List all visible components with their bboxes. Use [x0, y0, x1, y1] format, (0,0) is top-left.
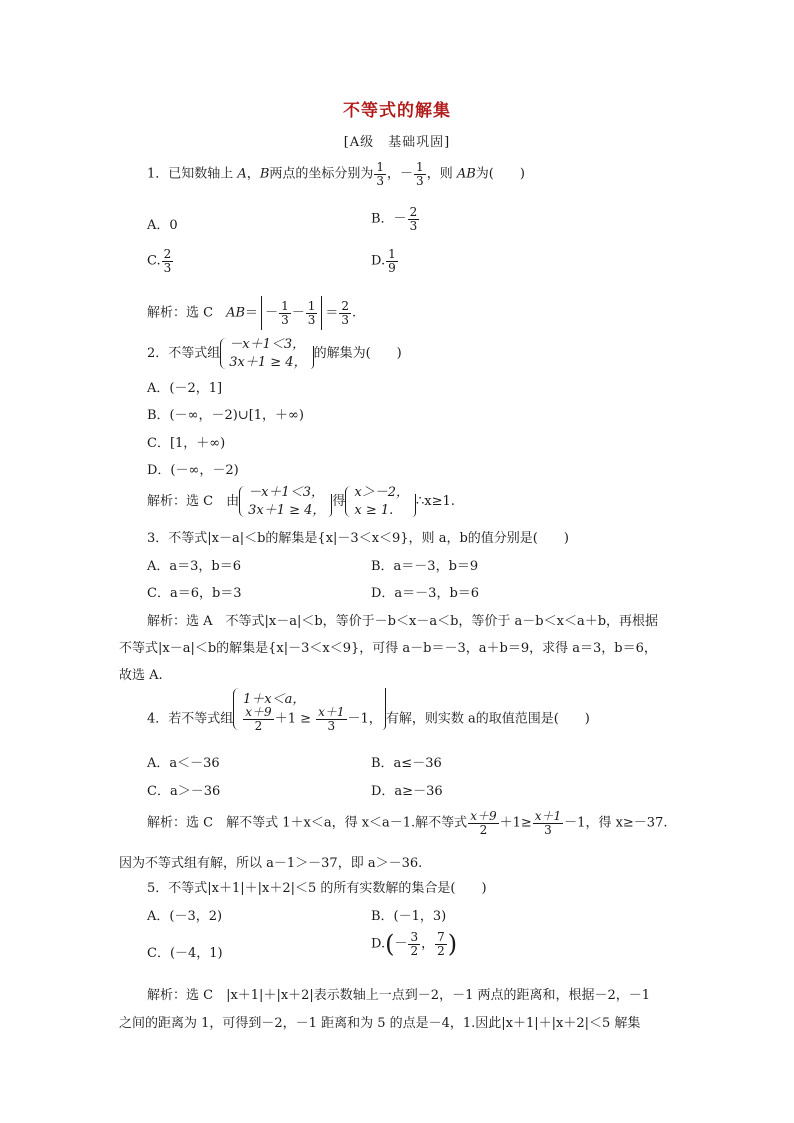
- question-5-option-b: B．(－1，3): [371, 909, 447, 924]
- question-1-option-d: D. $\frac{1}{9}$: [371, 247, 396, 275]
- question-3-option-d: D．a＝－3，b＝6: [371, 586, 480, 601]
- question-5-option-a: A．(－3，2): [147, 909, 223, 924]
- section-subtitle: [A级 基础巩固]: [343, 135, 451, 150]
- question-2-option-c: C．[1，＋∞): [147, 436, 226, 451]
- question-1-solution: 解析：选 C AB＝ － $\frac{1}{3}$ － $\frac{1}{3}$ ＝ $\frac{2}{3}$ .: [147, 296, 356, 330]
- question-3-solution-line-3: 故选 A.: [119, 668, 163, 683]
- question-2-option-d: D．(－∞，－2): [147, 463, 239, 478]
- question-3-stem: 3．不等式|x－a|＜b的解集是{x|－3＜x＜9}，则 a，b的值分别是( ): [147, 531, 569, 546]
- question-4-solution-line-1: 解析：选 C 解不等式 1＋x＜a，得 x＜a－1.解不等式 $\frac{x+9}{2}$ ＋1≥ $\frac{x+1}{3}$ －1，得 x≥－37.: [147, 809, 668, 837]
- question-2-stem: 2．不等式组 －x＋1＜3， 3x＋1 ≥ 4， 的解集为( ): [147, 337, 402, 370]
- question-5-solution-line-2: 之间的距离为 1，可得到－2，－1 距离和为 5 的点是－4，1.因此|x＋1|＋|x＋2|＜5 解集: [119, 1016, 641, 1031]
- fraction: $\frac{1}{3}$: [376, 160, 385, 188]
- page-title: 不等式的解集: [343, 101, 451, 121]
- question-3-option-b: B．a＝－3，b＝9: [371, 559, 479, 574]
- question-4-option-c: C．a＞－36: [147, 784, 221, 799]
- question-5-stem: 5．不等式|x＋1|＋|x＋2|＜5 的所有实数解的集合是( ): [147, 881, 487, 896]
- question-4-option-b: B．a≤－36: [371, 756, 442, 771]
- question-1-option-b: B．－ $\frac{2}{3}$: [371, 205, 418, 233]
- question-5-option-c: C．(－4，1): [147, 946, 223, 961]
- question-3-solution-line-2: 不等式|x－a|＜b的解集是{x|－3＜x＜9}，可得 a－b＝－3，a＋b＝9，求得 a＝3，b＝6，: [119, 641, 657, 656]
- question-1-stem: 1．已知数轴上 A，B两点的坐标分别为 $\frac{1}{3}$ ，－ $\frac{1}{3}$ ，则 AB为( ): [147, 160, 525, 188]
- fraction: $\frac{1}{3}$: [416, 160, 424, 188]
- question-2-option-b: B．(－∞，－2)∪[1，＋∞): [147, 408, 304, 423]
- question-4-stem: 4．若不等式组 $\frac{x+9}{2}$ ＋1 ≥ $\frac{x+1}{3}$ －1， 有解，则实数 a的取值范围是( ): [147, 706, 590, 732]
- question-5-solution-line-1: 解析：选 C |x＋1|＋|x＋2|表示数轴上一点到－2，－1 两点的距离和，根据－2，－1: [147, 988, 651, 1003]
- question-3-option-c: C．a＝6，b＝3: [147, 586, 242, 601]
- question-5-option-d: D.(－ $\frac{3}{2}$ ， $\frac{7}{2}$ ): [371, 929, 458, 958]
- question-4-solution-line-2: 因为不等式组有解，所以 a－1＞－37，即 a＞－36.: [119, 856, 423, 871]
- question-4-system-row-1: 1＋x＜a，: [243, 692, 306, 707]
- question-4-option-a: A．a＜－36: [147, 756, 220, 771]
- inequality-system: －x＋1＜3， 3x＋1 ≥ 4，: [220, 336, 313, 371]
- question-1-option-c: C. $\frac{2}{3}$: [147, 247, 172, 275]
- question-3-solution-line-1: 解析：选 A 不等式|x－a|＜b，等价于－b＜x－a＜b，等价于 a－b＜x＜a＋b，再根据: [147, 614, 659, 629]
- question-4-option-d: D．a≥－36: [371, 784, 443, 799]
- question-2-solution: 解析：选 C 由 －x＋1＜3， 3x＋1 ≥ 4， 得 x＞－2， x ≥ 1. ∴x≥1.: [147, 485, 455, 518]
- question-1-option-a: A．0: [147, 218, 178, 233]
- question-3-option-a: A．a＝3，b＝6: [147, 559, 242, 574]
- question-2-option-a: A．(－2，1]: [147, 381, 223, 396]
